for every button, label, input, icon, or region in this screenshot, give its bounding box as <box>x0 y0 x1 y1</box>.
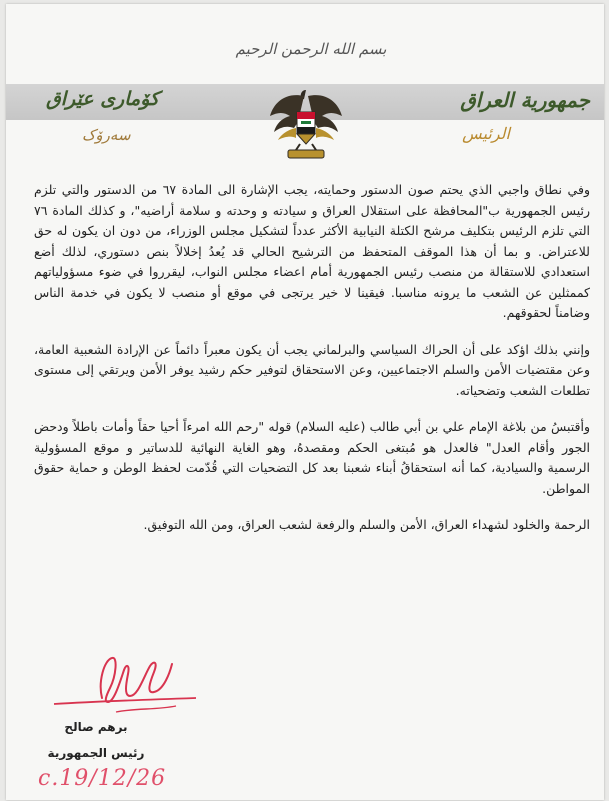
letterhead-subtitle-kurdish: سەرۆک <box>82 126 131 144</box>
body-paragraph-4: الرحمة والخلود لشهداء العراق، الأمن والسلم والرفعة لشعب العراق، ومن الله التوفيق. <box>143 517 590 532</box>
letterhead-subtitle-arabic: الرئيس <box>462 124 510 143</box>
handwritten-date: c.19/12/26 <box>38 766 167 791</box>
signer-name: برهم صالح <box>64 720 128 734</box>
body-paragraph-1: وفي نطاق واجبي الذي يحتم صون الدستور وحمايته، يجب الإشارة الى المادة ٦٧ من الدستور والتي تلزم رئيس الجمهورية ب"المحافظة على استقلال العراق و سيادته و وحدته و سلامة أراضيه"، و كذلك المادة ٧٦ التي تلزم الرئيس بتكليف مرشح الكتلة النيابية الأكثر عدداً لتشكيل مجلس الوزراء، من دون ان يكون له حق للاعتراض. و بما أن هذا الموقف المتحفظ من الترشيح الحالي قد يُعدُ إخلالاً بنص دستوري، لذلك أضع استعدادي للاستقالة من منصب رئيس الجمهورية أمام اعضاء مجلس النواب، ليقرروا في ضوء مسؤولياتهم كممثلين عن الشعب ما يرونه مناسبا. فيقينا لا خير يرتجى في موقع أو منصب لا يكون في خدمة الناس وضامناً لحقوقهم. <box>34 182 590 320</box>
iraq-eagle-emblem-icon <box>266 82 346 170</box>
letter-page <box>6 4 604 800</box>
signature-icon <box>46 652 206 722</box>
letter-body <box>34 180 590 552</box>
letterhead-title-arabic: جمهورية العراق <box>460 88 590 112</box>
body-paragraph-3: وأقتبسُ من بلاغة الإمام علي بن أبي طالب (عليه السلام) قوله "رحم الله امرءاً أحيا حقاً وأمات باطلاً ودحض الجور وأقام العدل" فالعدل هو مُبتغى الحكم ومقصدهُ، وهو الغاية النهائية للدساتير و موقع المسؤولية الرسمية والسيادية، كما أنه استحقاقُ أبناء شعبنا بعد كل التضحيات التي قُدّمت لحفظ الوطن و حماية حقوق المواطن. <box>34 419 590 496</box>
body-paragraph-2: وإنني بذلك اؤكد على أن الحراك السياسي والبرلماني يجب أن يكون معبراً دائماً عن الإرادة الشعبية العامة، وعن مقتضيات الأمن والسلم الاجتماعيين، وعن الاستحقاق لتوفير حكم رشيد يوفر الأمن ويرتقي إلى مستوى تطلعات الشعب وتضحياته. <box>34 341 590 398</box>
signer-title: رئيس الجمهورية <box>47 746 145 760</box>
letterhead-title-kurdish: كۆماری عێراق <box>46 88 160 110</box>
basmala-calligraphy: بسم الله الرحمن الرحيم <box>235 40 387 58</box>
